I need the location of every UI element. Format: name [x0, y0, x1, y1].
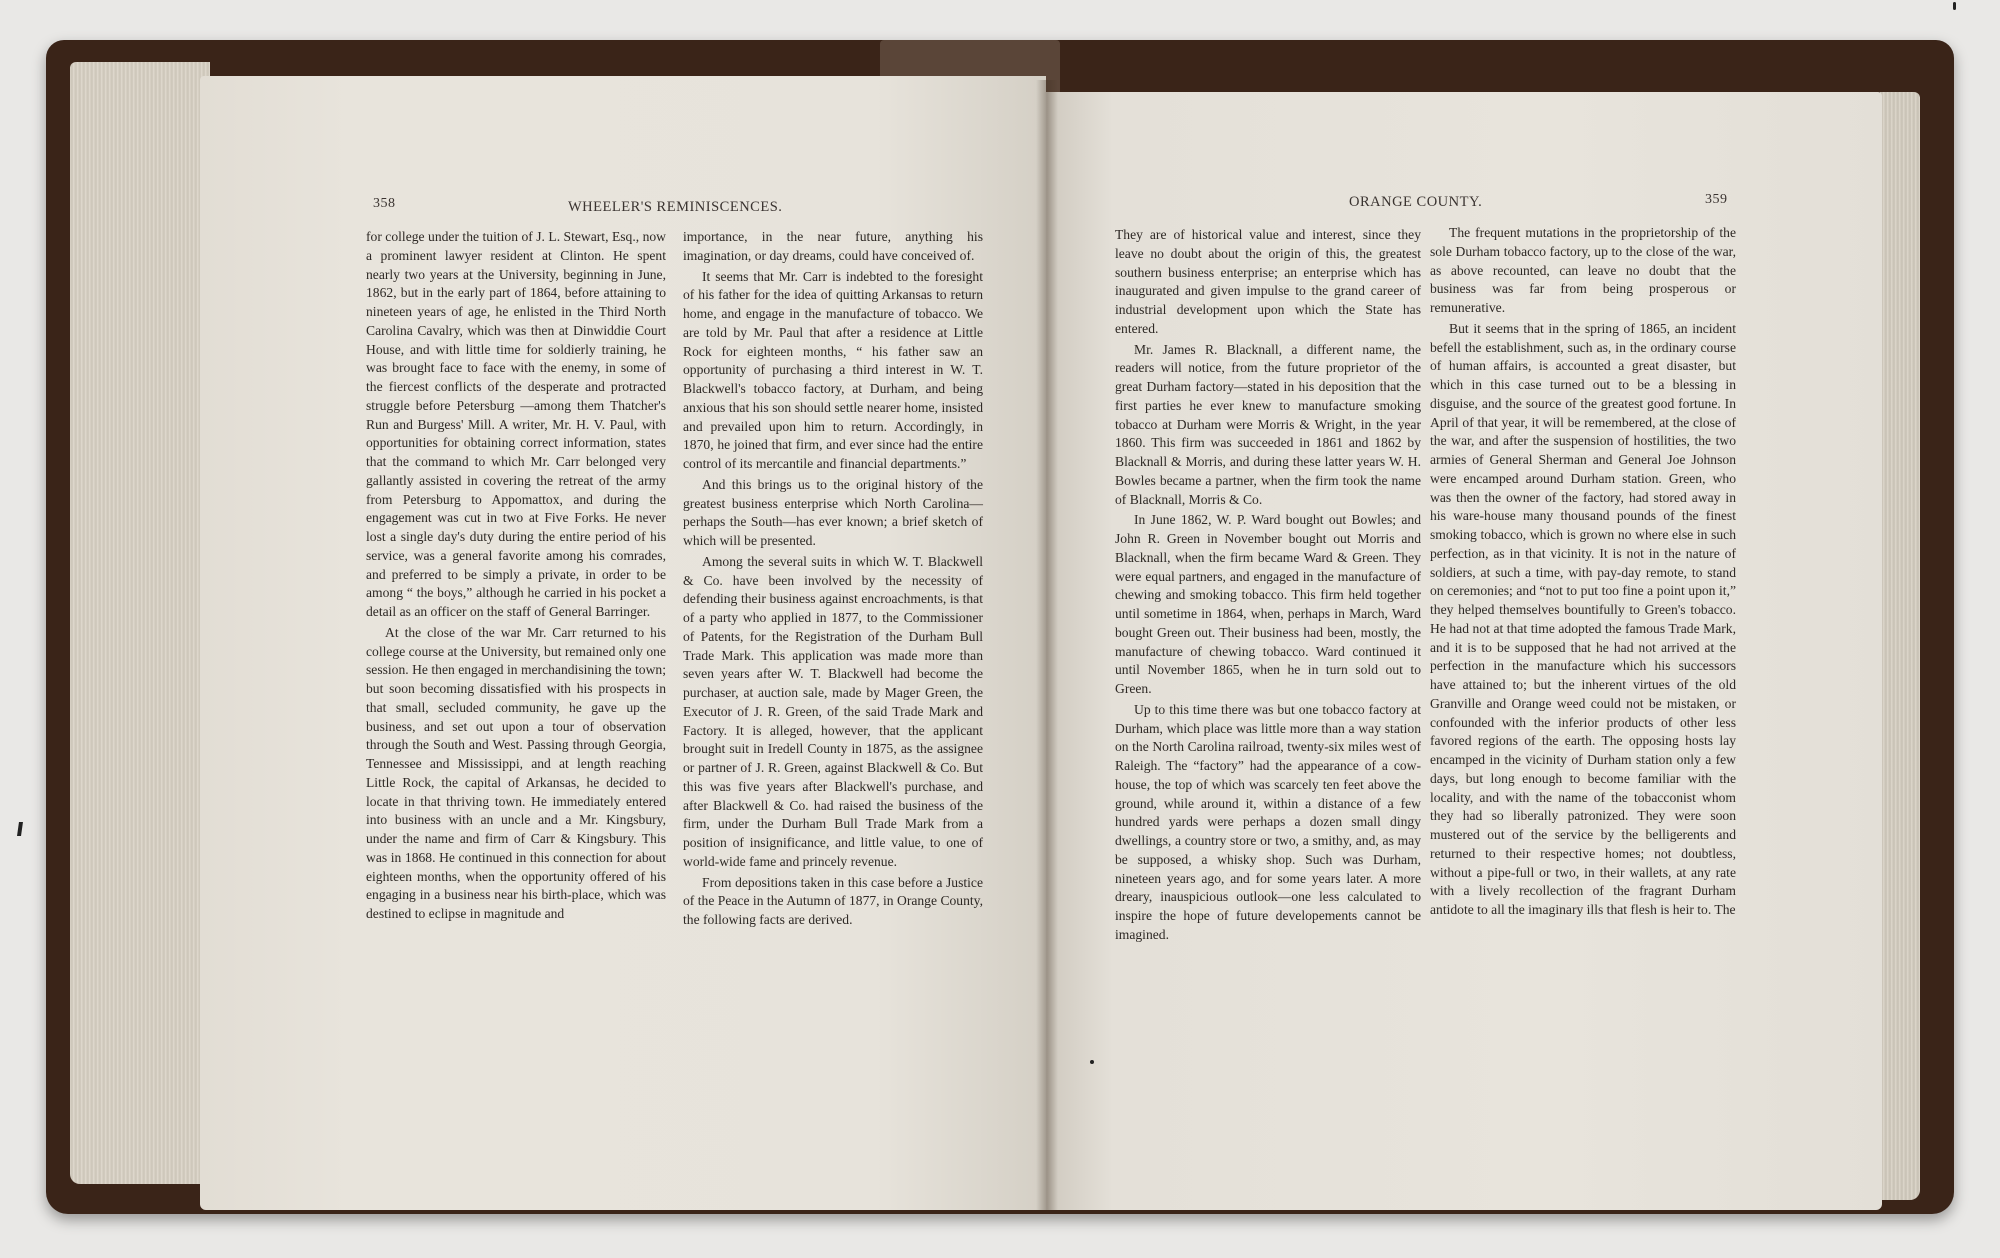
- book-gutter: [1036, 80, 1058, 1210]
- right-page-number: 359: [1705, 192, 1728, 207]
- paragraph: Mr. James R. Blacknall, a different name, the readers will notice, from the future proprietor of the great Durham factory—stated in his deposition that the first parties he ever knew to manufacture smoking tobacco at Durham were Morris & Wright, in the year 1860. This firm was succeeded in 1861 and 1862 by Blacknall & Morris, and during these latter years W. H. Bowles became a partner, when the firm took the name of Blacknall, Morris & Co.: [1115, 341, 1421, 507]
- paragraph: But it seems that in the spring of 1865, an incident befell the establishment, such as, in the ordinary course of human affairs, is accounted a great disaster, but which in this case turned out to be a blessing in disguise, and the source of the greatest good fortune. In April of that year, it will be remembered, at the close of the war, and after the suspension of hostilities, the two armies of General Sherman and General Joe Johnson were encamped around Durham station. Green, who was then the owner of the factory, had stored away in his ware-house many thousand pounds of the finest smoking tobacco, which is grown no where else in such perfection, as in that vicinity. It is not in the nature of soldiers, at such a time, with pay-day remote, to stand on ceremonies; and “not to put too fine a point upon it,” they helped themselves bountifully to Green's tobacco. He had not at that time adopted the famous Trade Mark, and it is to be supposed that he had not arrived at the perfection in the manufacture which his successors have attained to; but the inherent virtues of the old Granville and Orange weed could not be mistaken, or confounded with the inferior products of other less favored regions of the earth. The opposing hosts lay encamped in the vicinity of Durham station only a few days, but long enough to become familiar with the locality, and with the name of the tobacconist whom they had so liberally patronized. They were soon mustered out of the service by the belligerents and returned to their respective homes; not doubtless, without a pipe-full or two, in their wallets, at any rate with a lively recollection of the fragrant Durham antidote to all the imaginary ills that flesh is heir to. The: [1430, 320, 1736, 917]
- left-page-column-2: [683, 228, 983, 930]
- paragraph: Among the several suits in which W. T. Blackwell & Co. have been involved by the necessity of defending their business against encroachments, is that of a party who applied in 1877, to the Commissioner of Patents, for the Registration of the Durham Bull Trade Mark. This application was made more than seven years after W. T. Blackwell had become the purchaser, at auction sale, made by Mager Green, the Executor of J. R. Green, of the said Trade Mark and Factory. It is alleged, however, that the applicant brought suit in Iredell County in 1875, as the assignee or partner of J. R. Green, against Blackwell & Co. But this was five years after Blackwell's purchase, and after Blackwell & Co. had raised the business of the firm, under the Durham Bull Trade Mark from a position of insignificance, and little value, to one of world-wide fame and princely revenue.: [683, 553, 983, 869]
- paragraph: In June 1862, W. P. Ward bought out Bowles; and John R. Green in November bought out Morris and Blacknall, when the firm became Ward & Green. They were equal partners, and engaged in the manufacture of chewing and smoking tobacco. This firm held together until sometime in 1864, when, perhaps in March, Ward bought Green out. Their business had been, mostly, the manufacture of chewing tobacco. Ward continued it until November 1865, when he in turn sold out to Green.: [1115, 512, 1421, 696]
- paragraph: And this brings us to the original history of the greatest business enterprise which North Carolina—perhaps the South—has ever known; a brief sketch of which will be presented.: [683, 476, 983, 548]
- paragraph: They are of historical value and interest, since they leave no doubt about the origin of this, the greatest southern business enterprise; an enterprise which has inaugurated and given impulse to the grand career of industrial development upon which the State has entered.: [1115, 227, 1421, 336]
- paragraph: for college under the tuition of J. L. Stewart, Esq., now a prominent lawyer resident at Clinton. He spent nearly two years at the University, beginning in June, 1862, but in the early part of 1864, before attaining to nineteen years of age, he enlisted in the Third North Carolina Cavalry, which was then at Dinwiddie Court House, and with little time for soldierly training, he was brought face to face with the enemy, in some of the fiercest conflicts of the desperate and protracted struggle before Petersburg —among them Thatcher's Run and Burgess' Mill. A writer, Mr. H. V. Paul, with opportunities for obtaining correct information, states that the command to which Mr. Carr belonged very gallantly assisted in covering the retreat of the army from Petersburg to Appomattox, and during the engagement was cut in two at Five Forks. He never lost a single day's duty during the entire period of his service, was a general favorite among his comrades, and preferred to be simply a private, in order to be among “ the boys,” although he carried in his pocket a detail as an officer on the staff of General Barringer.: [366, 229, 666, 619]
- right-page-column-1: [1115, 226, 1421, 945]
- corner-mark: [1953, 2, 1956, 10]
- paragraph: Up to this time there was but one tobacco factory at Durham, which place was little more than a way station on the North Carolina railroad, twenty-six miles west of Raleigh. The “factory” had the appearance of a cow-house, the top of which was scarcely ten feet above the ground, while around it, within a distance of a few hundred yards were perhaps a dozen small dingy dwellings, a country store or two, a smithy, and, as may be supposed, a whisky shop. Such was Durham, nineteen years ago, and for some years later. A more dreary, inauspicious outlook—one less calculated to inspire the hope of future developements cannot be imagined.: [1115, 701, 1421, 942]
- right-running-head: ORANGE COUNTY.: [1349, 194, 1483, 210]
- page-edges-left: [70, 62, 210, 1184]
- paragraph: It seems that Mr. Carr is indebted to the foresight of his father for the idea of quitting Arkansas to return home, and engage in the manufacture of tobacco. We are told by Mr. Paul that after a residence at Little Rock for eighteen months, “ his father saw an opportunity of purchasing a third interest in W. T. Blackwell's tobacco factory, at Durham, and being anxious that his son should settle nearer home, insisted and prevailed upon him to return. Accordingly, in 1870, he joined that firm, and ever since had the entire control of its mercantile and financial departments.”: [683, 268, 983, 471]
- paragraph: importance, in the near future, anything his imagination, or day dreams, could have conceived of.: [683, 229, 983, 263]
- left-page-number: 358: [373, 196, 396, 211]
- paragraph: At the close of the war Mr. Carr returned to his college course at the University, but remained only one session. He then engaged in merchandisining the town; but soon becoming dissatisfied with his prospects in that small, secluded community, he gave up the business, and set out upon a tour of observation through the South and West. Passing through Georgia, Tennessee and Mississippi, and at length reaching Little Rock, the capital of Arkansas, he decided to locate in that thriving town. He immediately entered into business with an uncle and a Mr. Kingsbury, under the name and firm of Carr & Kingsbury. This was in 1868. He continued in this connection for about eighteen months, when the opportunity offered of his engaging in a business near his birth-place, which was destined to eclipse in magnitude and: [366, 624, 666, 921]
- right-page-column-2: [1430, 224, 1736, 920]
- left-page-column-1: [366, 228, 666, 924]
- page-edges-right: [1880, 92, 1920, 1200]
- paragraph: From depositions taken in this case before a Justice of the Peace in the Autumn of 1877, in Orange County, the following facts are derived.: [683, 874, 983, 927]
- page-speck: [1090, 1060, 1094, 1064]
- margin-mark: [17, 822, 23, 836]
- paragraph: The frequent mutations in the proprietorship of the sole Durham tobacco factory, up to the close of the war, as above recounted, can leave no doubt that the business was far from being prosperous or remunerative.: [1430, 225, 1736, 315]
- left-running-head: WHEELER'S REMINISCENCES.: [568, 199, 783, 215]
